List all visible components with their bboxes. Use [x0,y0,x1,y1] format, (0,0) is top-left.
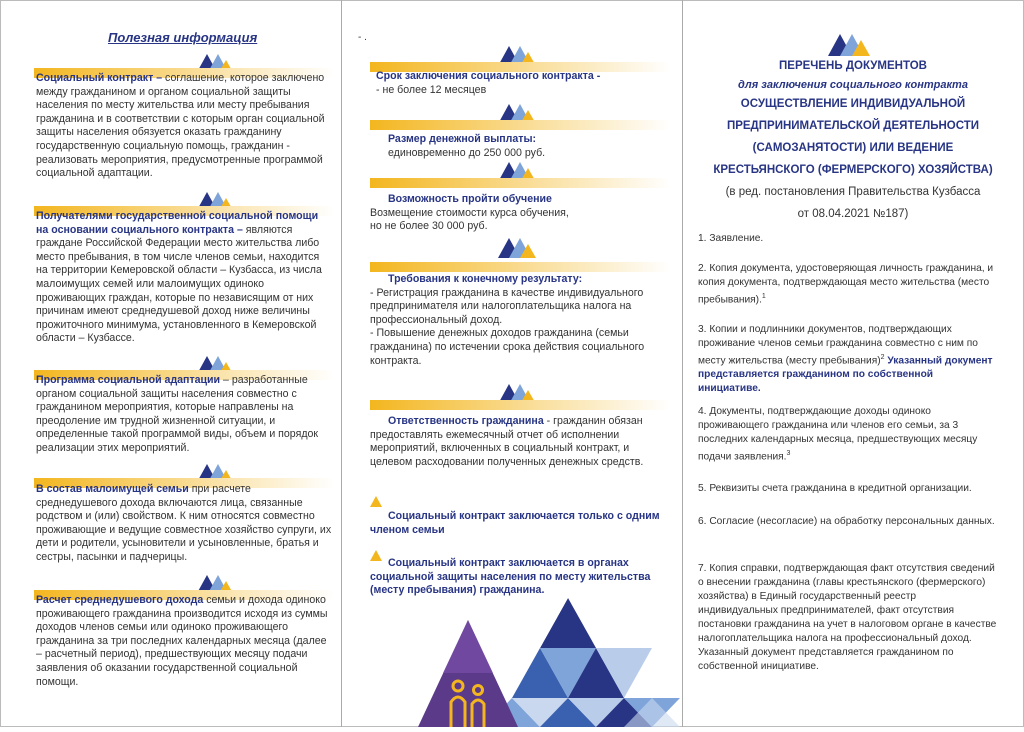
docs-subtitle: для заключения социального контракта [738,79,968,91]
doc-item-1: 1. Заявление. [698,233,764,244]
block-text: - Регистрация гражданина в качестве индивидуального предпринимателя или налогоплательщика налога на профессиональный доход. [370,286,644,326]
block-marker [370,178,670,188]
block-training [370,193,666,234]
block-responsibility [370,415,668,469]
doc-item-emphasis: Указанный документ представляется гражданином по собственной инициативе. [698,355,993,395]
doc-item-7: 7. Копия справки, подтверждающая факт отсутствия сведений о внесении гражданина (главы крестьянского (фермерского) хозяйства) в Единый государственный реестр индивидуальных предпринимателей, факт отсутствия постановки гражданина на учет в налоговом органе в качестве налогоплательщика налога на профессиональный доход. Указанный документ представляется гражданином по собственной инициативе. [698,563,997,672]
fold-line-left [341,0,342,727]
section-text: соглашение, которое заключено между гражданином и органом социальной защиты населения по месту жительства или месту пребывания гражданина и в соответствии с которым орган социальной защиты населения обязуется оказать гражданину государственную социальную помощь, гражданин - реализовать мероприятия, предусмотренные программой социальной адаптации. [36,72,325,180]
block-marker [370,120,670,130]
block-text: единовременно до 250 000 руб. [388,146,546,159]
docs-activity-line: ПРЕДПРИНИМАТЕЛЬСКОЙ ДЕЯТЕЛЬНОСТИ [726,120,980,132]
note-one-member: Социальный контракт заключается только с одним членом семьи [370,510,660,536]
section-social-contract [36,72,332,181]
block-text: - Повышение денежных доходов гражданина (семьи гражданина) по истечении срока действия социального контракта. [370,327,645,367]
doc-item-6: 6. Согласие (несогласие) на обработку персональных данных. [698,516,995,527]
block-text: Возмещение стоимости курса обучения, [370,206,569,219]
block-heading: Срок заключения социального контракта - [376,70,601,82]
footnote-mark: 3 [786,450,791,457]
doc-item-4 [698,405,998,464]
doc-item-3 [698,323,998,396]
block-heading: Ответственность гражданина [388,415,544,427]
triangle-logo-icon [828,32,872,61]
section-adaptation-program [36,374,332,456]
column-contract-terms [348,0,678,727]
triangle-mosaic-illustration [418,598,688,732]
section-text: при расчете среднедушевого дохода включаются лица, связанные родством и (или) свойством. К ним относятся совместно проживающие и ведущие совместное хозяйство супруги, их дети и родители, усыновители и усыновленные, братья и сестры, пасынки и падчерицы. [36,483,332,563]
column-title: Полезная информация [108,30,258,45]
footnote-mark: 2 [880,354,885,361]
block-text: - не более 12 месяцев [376,83,487,96]
block-heading: Возможность пройти обучение [388,193,552,205]
footnote-mark: 1 [761,293,766,300]
block-requirements [370,273,668,368]
doc-item-2 [698,262,998,307]
block-text: - гражданин обязан предоставлять ежемесячный отчет об исполнении мероприятий, включенных в социальный контракт, и целевом расходовании полученных денежных средств. [370,415,644,468]
section-heading: Программа социальной адаптации [36,374,221,386]
doc-item-text: 4. Документы, подтверждающие доходы одиноко проживающего гражданина или членов его семьи, за 3 последних календарных месяца, предшествующих месяцу подачи заявления. [698,406,978,463]
block-marker [370,400,670,410]
docs-activity-line: (САМОЗАНЯТОСТИ) ИЛИ ВЕДЕНИЕ [752,142,954,154]
doc-item-text: 2. Копия документа, удостоверяющая личность гражданина, и копия документа, подтверждающая место жительства (место пребывания). [698,263,994,306]
docs-activity-line: КРЕСТЬЯНСКОГО (ФЕРМЕРСКОГО) ХОЗЯЙСТВА) [713,164,993,176]
docs-activity-line: ОСУЩЕСТВЛЕНИЕ ИНДИВИДУАЛЬНОЙ [740,98,966,110]
doc-item-text: 3. Копии и подлинники документов, подтверждающих проживание членов семьи гражданина совместно с ним по месту жительства (месту пребывания) [698,324,978,367]
section-recipients [36,210,332,346]
section-heading: В состав малоимущей семьи [36,483,189,495]
section-heading: Социальный контракт – [36,72,163,84]
section-family-composition [36,483,332,565]
section-text: являются граждане Российской Федерации место жительства либо место пребывания, в том числе членов семьи, находится на территории Кемеровской области – Кузбасса, из числа малоимущих семей или малоимущих одиноко проживающих граждан, которые по независящим от них причинам имеют среднедушевой доход ниже величины прожиточного минимума, установленного в Кемеровской области – Кузбассе. [36,223,322,345]
block-term [376,70,672,97]
stray-mark: - . [358,32,367,43]
docs-edition-date: от 08.04.2021 №187) [797,208,909,220]
section-income-calculation [36,594,332,689]
section-text: семьи и дохода одиноко проживающего гражданина производится исходя из суммы доходов членов семьи или одиноко проживающего гражданина за три последних календарных месяца (далее – расчетный период), предшествующих месяцу подачи заявления об оказании государственной социальной помощи. [36,594,328,688]
note-where-concluded: Социальный контракт заключается в органах социальной защиты населения по месту жительства (месту пребывания) гражданина. [370,557,651,597]
section-heading: Получателями государственной социальной помощи на основании социального контракта – [36,210,319,236]
column-documents-list [688,0,1018,727]
triangle-logo-icon [498,236,538,263]
docs-title: ПЕРЕЧЕНЬ ДОКУМЕНТОВ [779,60,927,72]
block-marker [370,262,670,272]
section-heading: Расчет среднедушевого дохода [36,594,204,606]
docs-edition-note: (в ред. постановления Правительства Кузбасса [725,186,981,198]
column-useful-info [8,0,338,727]
block-payment [388,133,684,160]
block-text: но не более 30 000 руб. [370,220,488,233]
block-heading: Требования к конечному результату: [388,273,583,285]
block-heading: Размер денежной выплаты: [388,133,537,145]
section-text: – разработанные органом социальной защиты населения совместно с гражданином мероприятия, которые направлены на преодоление им трудной жизненной ситуации, и определенные такой программой виды, объем и порядок реализации этих мероприятий. [36,374,319,454]
doc-item-5: 5. Реквизиты счета гражданина в кредитной организации. [698,483,972,494]
